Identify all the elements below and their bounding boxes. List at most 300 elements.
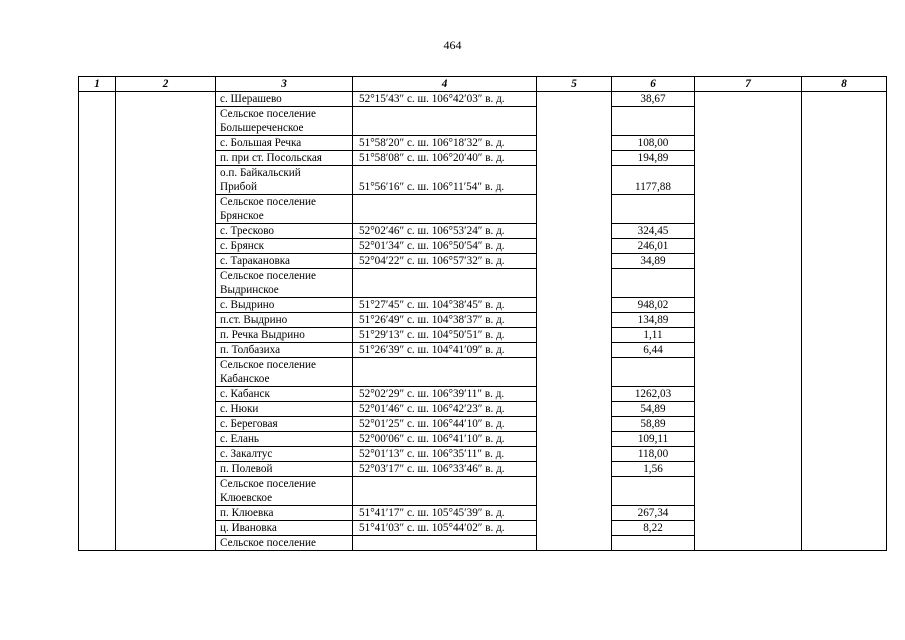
cell-settlement-name [216, 432, 353, 447]
cell-col5 [537, 506, 612, 521]
cell-col7 [695, 343, 802, 358]
table-body [79, 92, 887, 551]
cell-settlement-name [216, 358, 353, 387]
coordinates-text: 52°04′22″ с. ш. 106°57′32″ в. д. [359, 255, 505, 267]
cell-coordinates [353, 298, 537, 313]
table-row [79, 151, 887, 166]
cell-value [612, 417, 695, 432]
table-row [79, 166, 887, 195]
cell-col7 [695, 506, 802, 521]
cell-col7 [695, 254, 802, 269]
cell-col8 [802, 402, 887, 417]
value-text: 38,67 [640, 93, 666, 105]
cell-value [612, 151, 695, 166]
cell-col7 [695, 151, 802, 166]
coordinates-text: 51°58′20″ с. ш. 106°18′32″ в. д. [359, 137, 505, 149]
value-text: 54,89 [640, 403, 666, 415]
cell-value [612, 536, 695, 551]
value-text: 58,89 [640, 418, 666, 430]
cell-value [612, 224, 695, 239]
column-header: 3 [216, 77, 353, 92]
column-header: 8 [802, 77, 887, 92]
cell-col1 [79, 402, 116, 417]
table-row [79, 343, 887, 358]
cell-value [612, 239, 695, 254]
settlement-name-line: Сельское поселение [220, 196, 316, 208]
cell-coordinates [353, 417, 537, 432]
cell-col8 [802, 136, 887, 151]
cell-settlement-name [216, 195, 353, 224]
cell-coordinates [353, 254, 537, 269]
table-row [79, 92, 887, 107]
cell-col8 [802, 254, 887, 269]
settlement-name-line: п. Клюевка [220, 507, 274, 519]
cell-col1 [79, 151, 116, 166]
value-text: 134,89 [637, 314, 669, 326]
cell-value [612, 358, 695, 387]
cell-col1 [79, 417, 116, 432]
settlement-name-line: с. Елань [220, 433, 260, 445]
value-text: 1262,03 [634, 388, 672, 400]
settlement-name-line: Клюевское [220, 492, 273, 504]
cell-col2 [116, 107, 216, 136]
cell-col8 [802, 343, 887, 358]
column-header: 2 [116, 77, 216, 92]
cell-col7 [695, 447, 802, 462]
cell-settlement-name [216, 269, 353, 298]
cell-value [612, 166, 695, 195]
table-row [79, 536, 887, 551]
settlement-name-line: Кабанское [220, 373, 270, 385]
cell-col5 [537, 298, 612, 313]
settlement-name-line: Сельское поселение [220, 478, 316, 490]
cell-col1 [79, 298, 116, 313]
cell-value [612, 447, 695, 462]
cell-col1 [79, 136, 116, 151]
cell-col8 [802, 477, 887, 506]
cell-value [612, 462, 695, 477]
cell-value [612, 506, 695, 521]
table-row [79, 107, 887, 136]
settlement-name-line: п. Полевой [220, 463, 273, 475]
value-text: 1,11 [643, 329, 663, 341]
cell-col2 [116, 298, 216, 313]
cell-col7 [695, 92, 802, 107]
cell-value [612, 343, 695, 358]
settlement-name-line: Большереченское [220, 122, 304, 134]
cell-settlement-name [216, 521, 353, 536]
cell-col5 [537, 358, 612, 387]
cell-settlement-name [216, 298, 353, 313]
cell-col1 [79, 239, 116, 254]
value-text: 246,01 [637, 240, 669, 252]
cell-value [612, 402, 695, 417]
cell-col2 [116, 166, 216, 195]
cell-col1 [79, 521, 116, 536]
coordinates-text: 52°15′43″ с. ш. 106°42′03″ в. д. [359, 93, 505, 105]
value-text: 324,45 [637, 225, 669, 237]
cell-col7 [695, 195, 802, 224]
coordinates-text: 51°56′16″ с. ш. 106°11′54″ в. д. [359, 181, 505, 193]
cell-settlement-name [216, 313, 353, 328]
cell-col8 [802, 358, 887, 387]
cell-col5 [537, 477, 612, 506]
cell-col5 [537, 239, 612, 254]
cell-col2 [116, 313, 216, 328]
cell-col7 [695, 269, 802, 298]
cell-coordinates [353, 521, 537, 536]
settlement-name-line: Сельское поселение [220, 270, 316, 282]
cell-value [612, 269, 695, 298]
cell-value [612, 254, 695, 269]
table-row [79, 462, 887, 477]
value-text: 6,44 [643, 344, 663, 356]
coordinates-text: 52°00′06″ с. ш. 106°41′10″ в. д. [359, 433, 505, 445]
cell-col2 [116, 417, 216, 432]
settlement-name-line: с. Шерашево [220, 93, 282, 105]
cell-col1 [79, 166, 116, 195]
cell-col2 [116, 521, 216, 536]
cell-value [612, 195, 695, 224]
cell-col2 [116, 462, 216, 477]
cell-settlement-name [216, 151, 353, 166]
table-row [79, 254, 887, 269]
cell-coordinates [353, 92, 537, 107]
value-text: 948,02 [637, 299, 669, 311]
cell-value [612, 477, 695, 506]
cell-col8 [802, 92, 887, 107]
cell-col7 [695, 477, 802, 506]
coordinates-text: 52°01′34″ с. ш. 106°50′54″ в. д. [359, 240, 505, 252]
coordinates-text: 52°02′29″ с. ш. 106°39′11″ в. д. [359, 388, 505, 400]
cell-coordinates [353, 536, 537, 551]
cell-col1 [79, 506, 116, 521]
column-header: 6 [612, 77, 695, 92]
value-text: 1177,88 [635, 181, 671, 193]
cell-col1 [79, 432, 116, 447]
cell-col7 [695, 224, 802, 239]
cell-col2 [116, 269, 216, 298]
settlement-name-line: Выдринское [220, 284, 279, 296]
cell-settlement-name [216, 224, 353, 239]
cell-coordinates [353, 224, 537, 239]
settlement-name-line: Сельское поселение [220, 108, 316, 120]
table-row [79, 521, 887, 536]
column-header: 7 [695, 77, 802, 92]
cell-col8 [802, 506, 887, 521]
cell-col8 [802, 107, 887, 136]
cell-col2 [116, 195, 216, 224]
cell-coordinates [353, 387, 537, 402]
cell-coordinates [353, 432, 537, 447]
cell-col5 [537, 195, 612, 224]
coordinates-text: 51°27′45″ с. ш. 104°38′45″ в. д. [359, 299, 505, 311]
cell-col8 [802, 521, 887, 536]
cell-col1 [79, 536, 116, 551]
cell-col1 [79, 254, 116, 269]
cell-col2 [116, 536, 216, 551]
column-header: 1 [79, 77, 116, 92]
cell-coordinates [353, 313, 537, 328]
settlement-name-line: с. Выдрино [220, 299, 275, 311]
settlement-name-line: с. Большая Речка [220, 137, 302, 149]
cell-col8 [802, 417, 887, 432]
settlement-name-line: Брянское [220, 210, 264, 222]
settlement-name-line: с. Нюки [220, 403, 259, 415]
cell-col5 [537, 343, 612, 358]
cell-col8 [802, 151, 887, 166]
cell-col1 [79, 269, 116, 298]
cell-col8 [802, 269, 887, 298]
cell-col1 [79, 195, 116, 224]
cell-col8 [802, 313, 887, 328]
cell-col7 [695, 107, 802, 136]
cell-value [612, 432, 695, 447]
cell-value [612, 92, 695, 107]
column-header: 5 [537, 77, 612, 92]
cell-coordinates [353, 269, 537, 298]
coordinates-text: 51°29′13″ с. ш. 104°50′51″ в. д. [359, 329, 505, 341]
value-text: 194,89 [637, 152, 669, 164]
cell-col7 [695, 402, 802, 417]
cell-value [612, 521, 695, 536]
cell-settlement-name [216, 343, 353, 358]
cell-col1 [79, 343, 116, 358]
settlement-name-line: с. Тресково [220, 225, 275, 237]
value-text: 109,11 [637, 433, 669, 445]
cell-settlement-name [216, 328, 353, 343]
cell-col2 [116, 387, 216, 402]
cell-col2 [116, 328, 216, 343]
cell-coordinates [353, 462, 537, 477]
cell-col7 [695, 432, 802, 447]
cell-value [612, 298, 695, 313]
cell-col5 [537, 92, 612, 107]
page-number: 464 [443, 38, 462, 52]
settlement-name-line: п. Речка Выдрино [220, 329, 305, 341]
cell-col2 [116, 477, 216, 506]
cell-col5 [537, 462, 612, 477]
cell-settlement-name [216, 417, 353, 432]
cell-settlement-name [216, 536, 353, 551]
cell-col5 [537, 224, 612, 239]
cell-value [612, 328, 695, 343]
table-row [79, 387, 887, 402]
table-row [79, 358, 887, 387]
coordinates-text: 51°41′03″ с. ш. 105°44′02″ в. д. [359, 522, 505, 534]
cell-col2 [116, 358, 216, 387]
cell-col5 [537, 521, 612, 536]
value-text: 1,56 [643, 463, 663, 475]
cell-col5 [537, 447, 612, 462]
table-row [79, 195, 887, 224]
cell-col2 [116, 239, 216, 254]
cell-col1 [79, 358, 116, 387]
cell-col1 [79, 447, 116, 462]
coordinates-text: 52°01′13″ с. ш. 106°35′11″ в. д. [359, 448, 505, 460]
settlement-name-line: с. Таракановка [220, 255, 290, 267]
cell-col5 [537, 402, 612, 417]
cell-col8 [802, 432, 887, 447]
cell-settlement-name [216, 136, 353, 151]
cell-col5 [537, 328, 612, 343]
value-text: 108,00 [637, 137, 669, 149]
cell-col2 [116, 432, 216, 447]
cell-coordinates [353, 107, 537, 136]
cell-col7 [695, 521, 802, 536]
table-row [79, 136, 887, 151]
table-row [79, 477, 887, 506]
cell-settlement-name [216, 92, 353, 107]
cell-col5 [537, 254, 612, 269]
coordinates-text: 52°01′46″ с. ш. 106°42′23″ в. д. [359, 403, 505, 415]
cell-col5 [537, 536, 612, 551]
cell-coordinates [353, 239, 537, 254]
cell-settlement-name [216, 166, 353, 195]
coordinates-text: 52°01′25″ с. ш. 106°44′10″ в. д. [359, 418, 505, 430]
settlement-name-line: п.ст. Выдрино [220, 314, 288, 326]
cell-coordinates [353, 506, 537, 521]
cell-coordinates [353, 151, 537, 166]
coordinates-text: 51°26′49″ с. ш. 104°38′37″ в. д. [359, 314, 505, 326]
settlement-name-line: Сельское поселение [220, 359, 316, 371]
cell-col1 [79, 107, 116, 136]
cell-col5 [537, 136, 612, 151]
settlement-name-line: п. при ст. Посольская [220, 152, 322, 164]
cell-col8 [802, 447, 887, 462]
cell-col2 [116, 92, 216, 107]
column-header: 4 [353, 77, 537, 92]
value-text: 34,89 [640, 255, 666, 267]
table-row [79, 328, 887, 343]
cell-col7 [695, 462, 802, 477]
cell-settlement-name [216, 402, 353, 417]
cell-col1 [79, 387, 116, 402]
settlement-name-line: о.п. Байкальский [220, 167, 301, 179]
cell-col2 [116, 224, 216, 239]
cell-col2 [116, 506, 216, 521]
cell-value [612, 387, 695, 402]
cell-settlement-name [216, 107, 353, 136]
table-row [79, 402, 887, 417]
cell-col7 [695, 136, 802, 151]
header-row [79, 77, 887, 92]
cell-col5 [537, 107, 612, 136]
table-row [79, 506, 887, 521]
cell-col7 [695, 358, 802, 387]
cell-value [612, 107, 695, 136]
cell-coordinates [353, 136, 537, 151]
value-text: 118,00 [637, 448, 669, 460]
cell-col2 [116, 151, 216, 166]
cell-col2 [116, 343, 216, 358]
cell-col1 [79, 92, 116, 107]
cell-settlement-name [216, 462, 353, 477]
cell-col7 [695, 298, 802, 313]
cell-col1 [79, 477, 116, 506]
cell-value [612, 136, 695, 151]
table-row [79, 239, 887, 254]
table-row [79, 269, 887, 298]
cell-settlement-name [216, 254, 353, 269]
settlement-name-line: с. Брянск [220, 240, 265, 252]
cell-col2 [116, 447, 216, 462]
cell-col5 [537, 387, 612, 402]
cell-col1 [79, 224, 116, 239]
cell-col7 [695, 387, 802, 402]
value-text: 267,34 [637, 507, 669, 519]
cell-settlement-name [216, 447, 353, 462]
cell-coordinates [353, 447, 537, 462]
cell-col5 [537, 432, 612, 447]
cell-col2 [116, 254, 216, 269]
table-row [79, 313, 887, 328]
settlement-name-line: Сельское поселение [220, 537, 316, 549]
cell-col7 [695, 536, 802, 551]
cell-col5 [537, 269, 612, 298]
cell-coordinates [353, 328, 537, 343]
cell-col1 [79, 313, 116, 328]
cell-col5 [537, 166, 612, 195]
settlement-name-line: ц. Ивановка [220, 522, 277, 534]
cell-coordinates [353, 195, 537, 224]
cell-col7 [695, 328, 802, 343]
settlements-table [78, 76, 887, 551]
coordinates-text: 51°26′39″ с. ш. 104°41′09″ в. д. [359, 344, 505, 356]
cell-col8 [802, 166, 887, 195]
cell-col8 [802, 239, 887, 254]
cell-coordinates [353, 358, 537, 387]
cell-col8 [802, 536, 887, 551]
table-row [79, 432, 887, 447]
value-text: 8,22 [643, 522, 663, 534]
cell-col5 [537, 417, 612, 432]
cell-coordinates [353, 343, 537, 358]
cell-value [612, 313, 695, 328]
cell-col7 [695, 166, 802, 195]
cell-col8 [802, 195, 887, 224]
settlement-name-line: Прибой [220, 181, 257, 193]
cell-col8 [802, 298, 887, 313]
settlement-name-line: п. Толбазиха [220, 344, 281, 356]
settlement-name-line: с. Закалтус [220, 448, 273, 460]
table-row [79, 447, 887, 462]
cell-col8 [802, 328, 887, 343]
coordinates-text: 51°41′17″ с. ш. 105°45′39″ в. д. [359, 507, 505, 519]
cell-coordinates [353, 166, 537, 195]
settlement-name-line: с. Береговая [220, 418, 278, 430]
table-row [79, 417, 887, 432]
cell-col5 [537, 151, 612, 166]
cell-settlement-name [216, 239, 353, 254]
coordinates-text: 52°02′46″ с. ш. 106°53′24″ в. д. [359, 225, 505, 237]
coordinates-text: 52°03′17″ с. ш. 106°33′46″ в. д. [359, 463, 505, 475]
cell-col1 [79, 462, 116, 477]
cell-col7 [695, 313, 802, 328]
settlement-name-line: с. Кабанск [220, 388, 270, 400]
cell-settlement-name [216, 506, 353, 521]
table-row [79, 298, 887, 313]
table-row [79, 224, 887, 239]
cell-col8 [802, 387, 887, 402]
cell-settlement-name [216, 387, 353, 402]
cell-coordinates [353, 477, 537, 506]
coordinates-text: 51°58′08″ с. ш. 106°20′40″ в. д. [359, 152, 505, 164]
cell-coordinates [353, 402, 537, 417]
cell-col8 [802, 224, 887, 239]
cell-col7 [695, 239, 802, 254]
cell-col2 [116, 136, 216, 151]
